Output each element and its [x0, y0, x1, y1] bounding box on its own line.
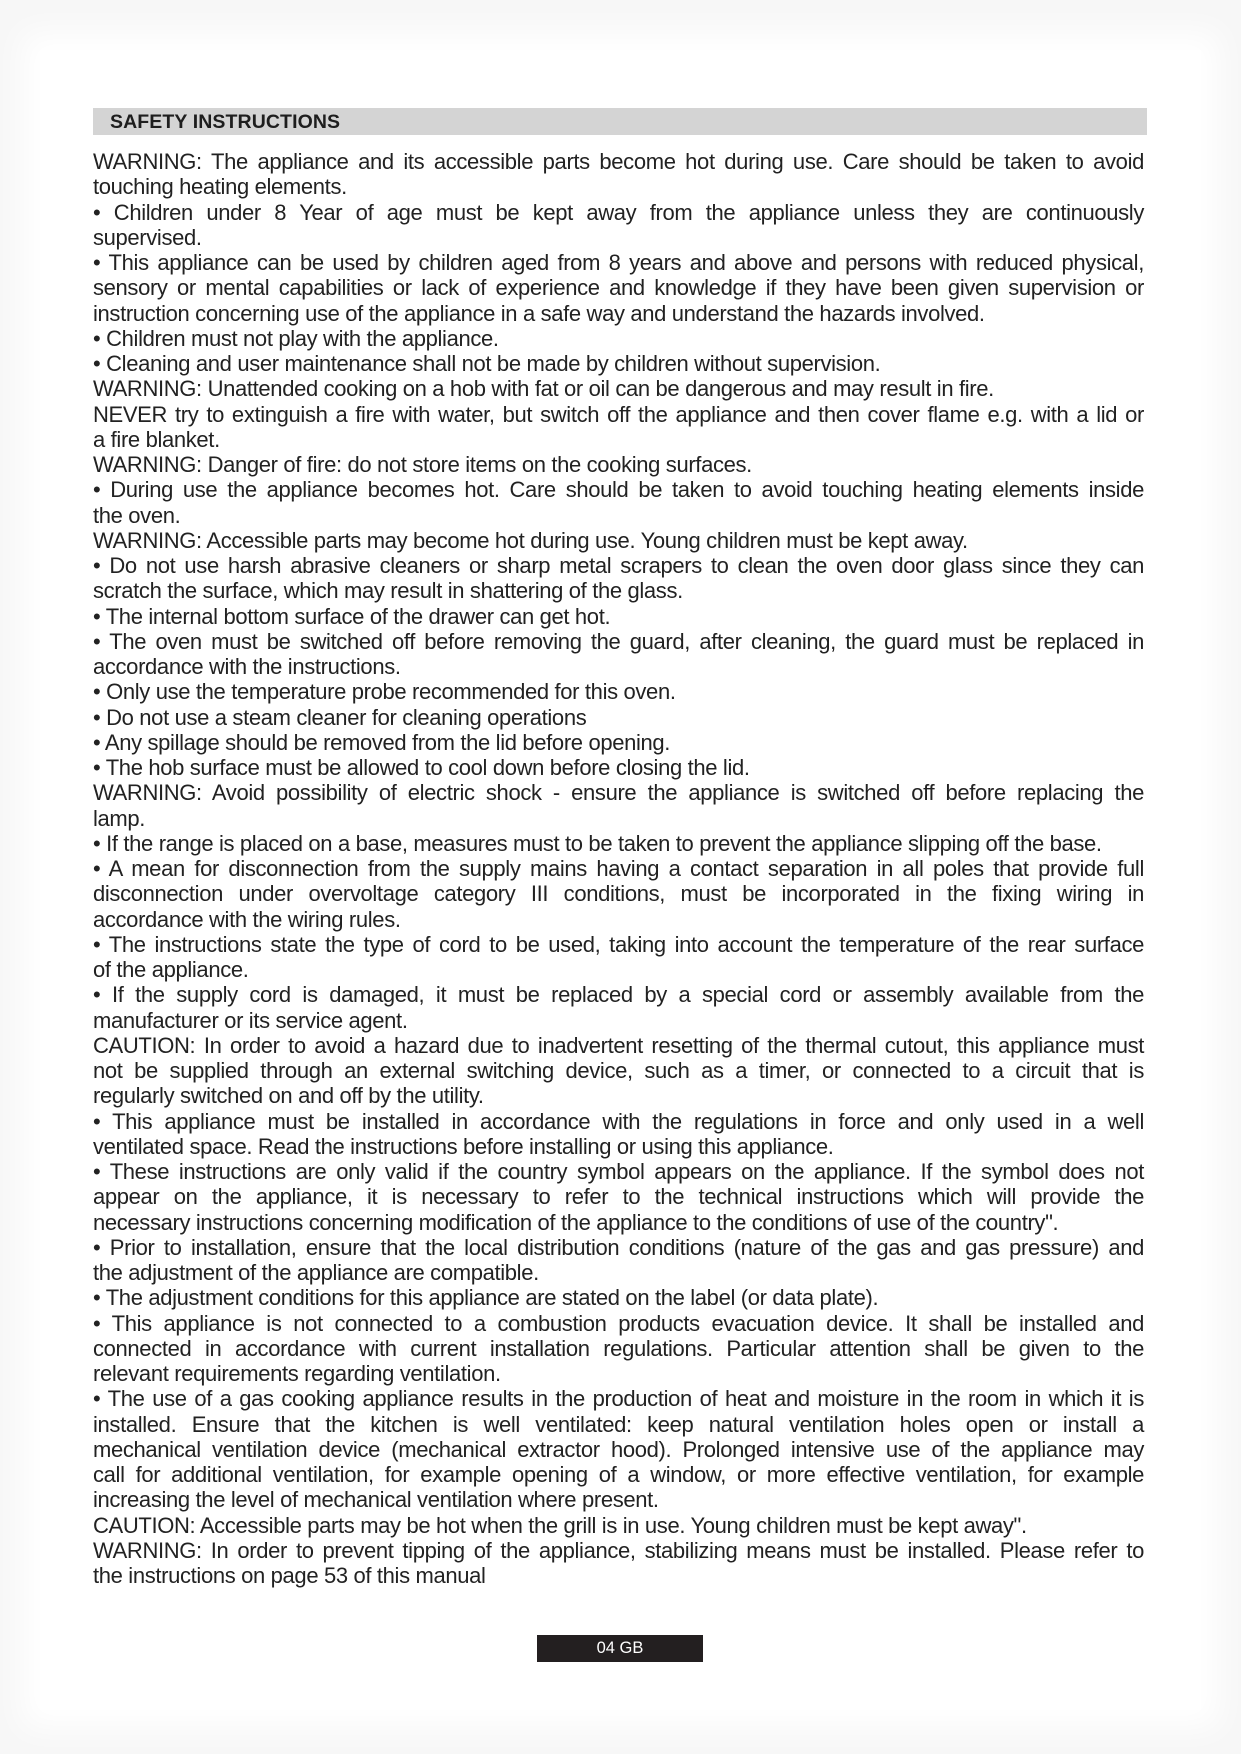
paragraph-line [93, 604, 1144, 629]
paragraph-line [93, 1033, 1144, 1058]
line-text: • A mean for disconnection from the supply mains having a contact separation in all poles that provide full [93, 856, 1144, 881]
section-title: SAFETY INSTRUCTIONS [110, 111, 341, 133]
paragraph-line [93, 1412, 1144, 1437]
line-text: • The use of a gas cooking appliance results in the production of heat and moisture in the room in which it is [93, 1386, 1144, 1412]
paragraph-line [93, 1386, 1144, 1411]
paragraph-line [93, 982, 1144, 1007]
paragraph-line [93, 553, 1144, 578]
line-text: • Children under 8 Year of age must be kept away from the appliance unless they are continuously [93, 199, 1144, 225]
line-text: • The instructions state the type of cord to be used, taking into account the temperature of the rear surface [93, 931, 1144, 957]
paragraph-line [93, 1563, 1144, 1588]
paragraph-line [93, 1538, 1144, 1563]
line-text: • Children must not play with the appliance. [93, 325, 499, 351]
line-text: the adjustment of the appliance are compatible. [93, 1260, 539, 1285]
line-text: • Cleaning and user maintenance shall not be made by children without supervision. [93, 351, 881, 376]
paragraph-line [93, 1437, 1144, 1462]
line-text: mechanical ventilation device (mechanical extractor hood). Prolonged intensive use of the appliance may [93, 1436, 1144, 1462]
paragraph-line [93, 1336, 1144, 1361]
instruction-paragraph [93, 1235, 1144, 1286]
instruction-paragraph [93, 755, 1144, 780]
paragraph-line [93, 200, 1144, 225]
paragraph-line [93, 301, 1144, 326]
instruction-paragraph [93, 326, 1144, 351]
paragraph-line [93, 679, 1144, 704]
paragraph-line [93, 1109, 1144, 1134]
line-text: WARNING: Danger of fire: do not store items on the cooking surfaces. [93, 452, 752, 477]
paragraph-line [93, 1210, 1144, 1235]
instruction-paragraph [93, 351, 1144, 376]
paragraph-line [93, 225, 1144, 250]
line-text: necessary instructions concerning modification of the appliance to the conditions of use of the country". [93, 1209, 1059, 1235]
instruction-paragraph [93, 402, 1144, 453]
instruction-paragraph [93, 856, 1144, 932]
line-text: • Do not use a steam cleaner for cleaning operations [93, 704, 587, 730]
line-text: WARNING: Avoid possibility of electric shock - ensure the appliance is switched off before replacing the [93, 780, 1144, 806]
line-text: supervised. [93, 224, 202, 250]
line-text: WARNING: The appliance and its accessible parts become hot during use. Care should be taken to avoid [93, 149, 1144, 174]
line-text: ventilated space. Read the instructions before installing or using this appliance. [93, 1133, 834, 1159]
page-number-badge: 04 GB [537, 1635, 703, 1662]
paragraph-line [93, 957, 1144, 982]
section-header-bar [93, 108, 1147, 135]
paragraph-line [93, 856, 1144, 881]
paragraph-line [93, 351, 1144, 376]
instruction-paragraph [93, 149, 1144, 200]
line-text: • If the supply cord is damaged, it must be replaced by a special cord or assembly available from the [93, 982, 1144, 1008]
line-text: installed. Ensure that the kitchen is well ventilated: keep natural ventilation holes open or install a [93, 1411, 1144, 1437]
instruction-paragraph [93, 629, 1144, 680]
instruction-paragraph [93, 780, 1144, 831]
paragraph-line [93, 1134, 1144, 1159]
line-text: • The adjustment conditions for this appliance are stated on the label (or data plate). [93, 1285, 879, 1311]
line-text: of the appliance. [93, 957, 249, 982]
paragraph-line [93, 578, 1144, 603]
paragraph-line [93, 1311, 1144, 1336]
paragraph-line [93, 730, 1144, 755]
line-text: • Only use the temperature probe recommended for this oven. [93, 679, 676, 705]
paragraph-line [93, 1008, 1144, 1033]
paragraph-line [93, 1361, 1144, 1386]
instruction-paragraph [93, 452, 1144, 477]
line-text: NEVER try to extinguish a fire with water, but switch off the appliance and then cover flame e.g. with a lid or [93, 401, 1144, 427]
paragraph-line [93, 528, 1144, 553]
line-text: CAUTION: Accessible parts may be hot when the grill is in use. Young children must be kept away". [93, 1512, 1027, 1538]
paragraph-line [93, 503, 1144, 528]
line-text: • This appliance is not connected to a combustion products evacuation device. It shall be installed and [93, 1310, 1144, 1336]
paragraph-line [93, 806, 1144, 831]
line-text: touching heating elements. [93, 174, 347, 200]
paragraph-line [93, 705, 1144, 730]
line-text: disconnection under overvoltage category III conditions, must be incorporated in the fixing wiring in [93, 881, 1144, 907]
paragraph-line [93, 755, 1144, 780]
line-text: the oven. [93, 502, 181, 528]
paragraph-line [93, 1083, 1144, 1108]
instruction-paragraph [93, 528, 1144, 553]
line-text: accordance with the wiring rules. [93, 906, 401, 932]
instruction-paragraph [93, 1513, 1144, 1538]
line-text: • This appliance can be used by children aged from 8 years and above and persons with reduced physical, [93, 250, 1144, 275]
paragraph-line [93, 452, 1144, 477]
instruction-paragraph [93, 250, 1144, 326]
paragraph-line [93, 427, 1144, 452]
line-text: scratch the surface, which may result in shattering of the glass. [93, 578, 683, 604]
instruction-paragraph [93, 1311, 1144, 1387]
instruction-paragraph [93, 679, 1144, 704]
paragraph-line [93, 402, 1144, 427]
paragraph-line [93, 1058, 1144, 1083]
instruction-paragraph [93, 604, 1144, 629]
line-text: not be supplied through an external switching device, such as a timer, or connected to a circuit that is [93, 1058, 1144, 1083]
line-text: increasing the level of mechanical ventilation where present. [93, 1487, 659, 1513]
paragraph-line [93, 250, 1144, 275]
instruction-paragraph [93, 730, 1144, 755]
paragraph-line [93, 1159, 1144, 1184]
instruction-paragraph [93, 705, 1144, 730]
instruction-paragraph [93, 553, 1144, 604]
paragraph-line [93, 376, 1144, 401]
safety-instructions-body [93, 149, 1144, 1588]
line-text: • If the range is placed on a base, measures must to be taken to prevent the appliance slipping off the base. [93, 830, 1102, 856]
instruction-paragraph [93, 1538, 1144, 1589]
instruction-paragraph [93, 932, 1144, 983]
instruction-paragraph [93, 1386, 1144, 1512]
paragraph-line [93, 326, 1144, 351]
line-text: sensory or mental capabilities or lack of experience and knowledge if they have been given supervision or [93, 275, 1144, 301]
paragraph-line [93, 831, 1144, 856]
instruction-paragraph [93, 1109, 1144, 1160]
paragraph-line [93, 1235, 1144, 1260]
instruction-paragraph [93, 200, 1144, 251]
paragraph-line [93, 1513, 1144, 1538]
line-text: • The oven must be switched off before removing the guard, after cleaning, the guard must be replaced in [93, 628, 1144, 654]
instruction-paragraph [93, 1159, 1144, 1235]
paragraph-line [93, 907, 1144, 932]
line-text: • Do not use harsh abrasive cleaners or sharp metal scrapers to clean the oven door glass since they can [93, 553, 1144, 578]
paragraph-line [93, 881, 1144, 906]
line-text: • This appliance must be installed in accordance with the regulations in force and only used in a well [93, 1108, 1144, 1134]
instruction-paragraph [93, 982, 1144, 1033]
line-text: lamp. [93, 805, 146, 831]
paragraph-line [93, 1285, 1144, 1310]
paragraph-line [93, 1462, 1144, 1487]
line-text: regularly switched on and off by the utility. [93, 1083, 484, 1109]
line-text: appear on the appliance, it is necessary to refer to the technical instructions which will provide the [93, 1184, 1144, 1210]
line-text: • The internal bottom surface of the drawer can get hot. [93, 603, 611, 629]
paragraph-line [93, 1184, 1144, 1209]
paragraph-line [93, 932, 1144, 957]
instruction-paragraph [93, 831, 1144, 856]
instruction-paragraph [93, 376, 1144, 401]
line-text: • Prior to installation, ensure that the local distribution conditions (nature of the gas and gas pressure) and [93, 1234, 1144, 1260]
line-text: • These instructions are only valid if the country symbol appears on the appliance. If the symbol does not [93, 1159, 1144, 1184]
paragraph-line [93, 477, 1144, 502]
line-text: relevant requirements regarding ventilation. [93, 1361, 501, 1386]
instruction-paragraph [93, 1033, 1144, 1109]
paragraph-line [93, 654, 1144, 679]
paragraph-line [93, 275, 1144, 300]
line-text: • The hob surface must be allowed to cool down before closing the lid. [93, 755, 750, 780]
line-text: CAUTION: In order to avoid a hazard due to inadvertent resetting of the thermal cutout, this appliance must [93, 1032, 1144, 1058]
instruction-paragraph [93, 477, 1144, 528]
paragraph-line [93, 174, 1144, 199]
paragraph-line [93, 1260, 1144, 1285]
line-text: a fire blanket. [93, 426, 220, 452]
line-text: connected in accordance with current installation regulations. Particular attention shall be given to the [93, 1335, 1144, 1361]
line-text: WARNING: Unattended cooking on a hob with fat or oil can be dangerous and may result in fire. [93, 376, 994, 402]
line-text: • During use the appliance becomes hot. Care should be taken to avoid touching heating elements inside [93, 477, 1144, 503]
paragraph-line [93, 629, 1144, 654]
line-text: the instructions on page 53 of this manual [93, 1563, 486, 1588]
line-text: WARNING: Accessible parts may become hot during use. Young children must be kept away. [93, 527, 968, 553]
paragraph-line [93, 780, 1144, 805]
instruction-paragraph [93, 1285, 1144, 1310]
line-text: call for additional ventilation, for example opening of a window, or more effective ventilation, for example [93, 1462, 1144, 1487]
line-text: • Any spillage should be removed from the lid before opening. [93, 729, 671, 755]
line-text: manufacturer or its service agent. [93, 1007, 408, 1033]
line-text: accordance with the instructions. [93, 654, 401, 679]
paragraph-line [93, 149, 1144, 174]
paragraph-line [93, 1487, 1144, 1512]
line-text: instruction concerning use of the appliance in a safe way and understand the hazards involved. [93, 300, 985, 326]
line-text: WARNING: In order to prevent tipping of the appliance, stabilizing means must be installed. Please refer to [93, 1537, 1144, 1563]
